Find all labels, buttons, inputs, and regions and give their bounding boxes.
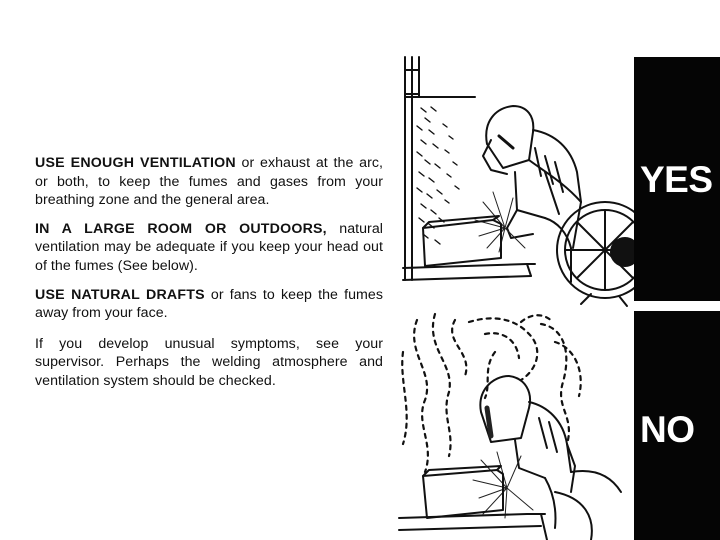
instruction-ventilation-text: or exhaust at the arc, or both, to keep the fumes and gases from your breathing zone and the general area. bbox=[35, 155, 383, 209]
welding-cable bbox=[555, 492, 592, 540]
yes-band bbox=[634, 57, 720, 301]
ventilation-instructions bbox=[35, 154, 383, 400]
yes-label: YES bbox=[640, 159, 713, 200]
no-band bbox=[634, 311, 720, 540]
instruction-drafts-lead: USE NATURAL DRAFTS bbox=[35, 286, 205, 303]
instruction-symptoms-text: If you develop unusual symptoms, see your supervisor. Perhaps the welding atmosphere and ventilation system should be checked. bbox=[35, 335, 383, 389]
welding-illustrations bbox=[395, 52, 635, 540]
instruction-drafts bbox=[35, 286, 383, 323]
fume-plume bbox=[402, 314, 580, 472]
welder-in-fumes-illustration bbox=[399, 314, 621, 540]
instruction-large-room bbox=[35, 220, 383, 276]
instruction-symptoms bbox=[35, 335, 383, 391]
workpiece-bottom bbox=[423, 466, 503, 518]
instruction-drafts-text: or fans to keep the fumes away from your face. bbox=[35, 286, 383, 322]
welder-figure bbox=[480, 376, 621, 528]
welder-with-fan-illustration bbox=[403, 57, 635, 306]
table-bottom bbox=[399, 514, 547, 540]
instruction-ventilation-lead: USE ENOUGH VENTILATION bbox=[35, 155, 236, 171]
airflow-marks bbox=[417, 107, 459, 244]
table bbox=[403, 264, 535, 280]
instruction-large-room-text: natural ventilation may be adequate if you keep your head out of the fumes (See below). bbox=[35, 220, 383, 274]
instruction-ventilation bbox=[35, 154, 383, 210]
no-label: NO bbox=[640, 409, 695, 450]
instruction-large-room-lead: IN A LARGE ROOM OR OUTDOORS, bbox=[35, 220, 327, 237]
fan bbox=[557, 202, 635, 306]
